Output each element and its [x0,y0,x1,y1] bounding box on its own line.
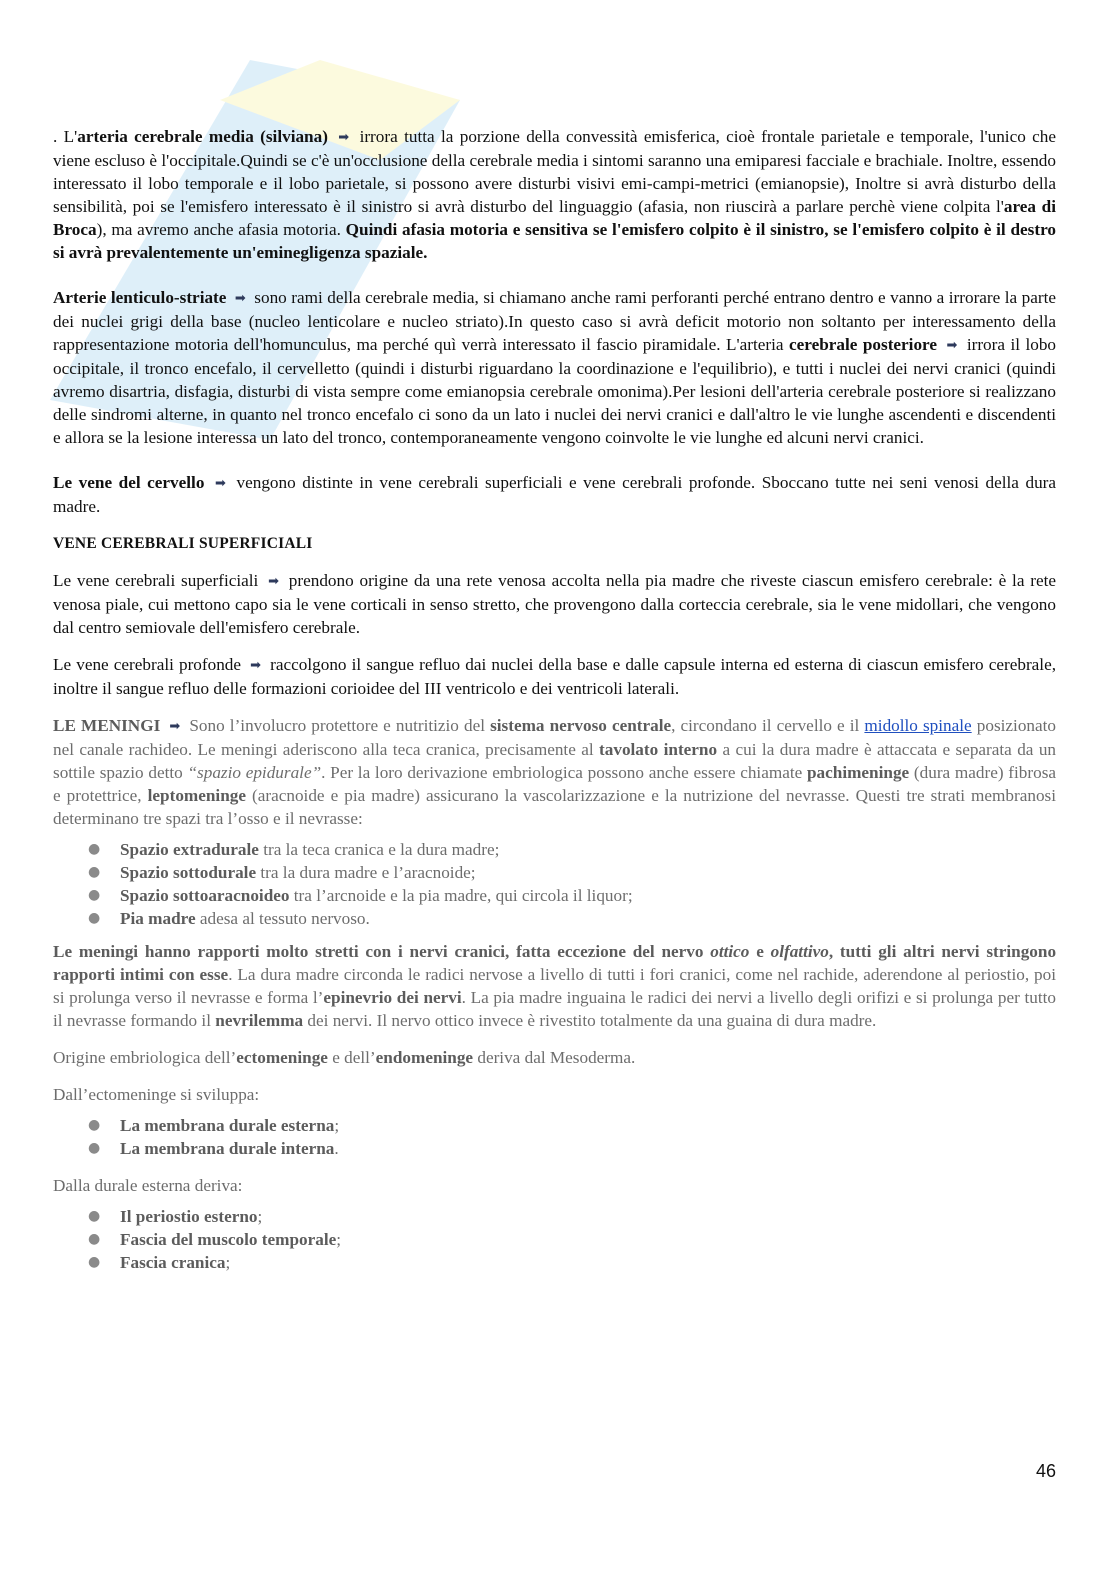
list-item: ● Pia madre adesa al tessuto nervoso. [88,909,370,928]
list-ectomeninge [53,1114,1056,1160]
list-item: ● La membrana durale interna. [88,1139,339,1158]
document-body [53,125,1056,1274]
paragraph-rapporti-nervi-cranici: Le meningi hanno rapporti molto stretti con i nervi cranici, fatta eccezione del nervo ottico e olfattivo, tutti gli altri nervi stringono rapporti intimi con esse. La dura madre circonda le radici nervose a livello di tutti i fori cranici, come nel rachide, aderendone al periostio, poi si prolunga verso il nevrasse e forma l’epinevrio dei nervi. La pia madre inguaina le radici dei nervi a livello degli orifizi e si prolunga per tutto il nevrasse formando il nevrilemma dei nervi. Il nervo ottico invece è rivestito totalmente da una guaina di dura madre. [53,942,1057,1030]
list-item: ● Spazio extradurale tra la teca cranica e la dura madre; [88,840,500,859]
arrow-icon: ➡ [234,291,246,306]
page-number: 46 [1035,1461,1056,1481]
arrow-icon: ➡ [338,130,350,145]
paragraph-ectomeninge: Dall’ectomeninge si sviluppa: [53,1085,260,1104]
bullet-icon: ● [88,841,101,857]
paragraph-durale-esterna: Dalla durale esterna deriva: [53,1176,243,1195]
list-spazi-meningei [53,838,1056,930]
paragraph-arteria-cerebrale-media: . L'arteria cerebrale media (silviana) ➡ irrora tutta la porzione della convessità emisferica, cioè frontale parietale e temporale, l'unico che viene escluso è l'occipitale.Quindi se c'è un'occlusione della cerebrale media i sintomi saranno una emiparesi facciale e brachiale. Inoltre, essendo interessato il lobo temporale e il lobo parietale, si possono avere disturbi visivi emi-campi-metrici (emianopsie), Inoltre si avrà disturbo della sensibilità, poi se l'emisfero interessato è il sinistro si avrà disturbo del linguaggio (afasia, non riuscirà a parlare perchè viene colpita l'area di Broca), ma avremo anche afasia motoria. Quindi afasia motoria e sensitiva se l'emisfero colpito è il sinistro, se l'emisfero colpito è il destro si avrà prevalentemente un'eminegligenza spaziale. [53,127,1056,262]
bullet-icon: ● [88,1231,101,1247]
list-durale-esterna [53,1205,1056,1274]
arrow-icon: ➡ [250,658,262,673]
midollo-spinale-link[interactable]: midollo spinale [864,716,972,735]
paragraph-vene-del-cervello: Le vene del cervello ➡ vengono distinte in vene cerebrali superficiali e vene cerebrali profonde. Sboccano tutte nei seni venosi della dura madre. [53,473,1057,516]
paragraph-vene-superficiali: Le vene cerebrali superficiali ➡ prendono origine da una rete venosa accolta nella pia madre che riveste ciascun emisfero cerebrale: è la rete venosa piale, cui mettono capo sia le vene corticali in senso stretto, che provengono dalla corteccia cerebrale, sia le vene midollari, che vengono dal centro semiovale dell'emisfero cerebrale. [53,571,1056,637]
paragraph-arterie-lenticulo-striate: Arterie lenticulo-striate ➡ sono rami della cerebrale media, si chiamano anche rami perforanti perché entrano dentro e vanno a irrorare la parte dei nuclei grigi della base (nucleo lenticolare e nucleo striato).In questo caso si avrà deficit motorio non soltanto per interessamento della rappresentazione motoria dell'homunculus, ma perché quì verrà interessato il fascio piramidale. L'arteria cerebrale posteriore ➡ irrora il lobo occipitale, il tronco encefalo, il cervelletto (quindi i disturbi riguardano la coordinazione e l'equilibrio), e tutti i nuclei dei nervi cranici (quindi avremo disartria, disfagia, disturbi di vista sempre come emianopsia cerebrale omonima).Per lesioni dell'arteria cerebrale posteriore si realizzano delle sindromi alterne, in quanto nel tronco encefalo ci sono da un lato i nuclei dei nervi cranici e dall'altro le vie lunghe ascendenti e discendenti e allora se la lesione interessa un lato del tronco, contemporaneamente vengono coinvolte le vie lunghe ed alcuni nervi cranici. [53,288,1057,447]
list-item: ● Fascia cranica; [88,1253,231,1272]
paragraph-le-meningi: LE MENINGI ➡ Sono l’involucro protettore e nutritizio del sistema nervoso centrale, circondano il cervello e il midollo spinale posizionato nel canale rachideo. Le meningi aderiscono alla teca cranica, precisamente al tavolato interno a cui la dura madre è attaccata e separata da un sottile spazio detto “spazio epidurale”. Per la loro derivazione embriologica possono anche essere chiamate pachimeninge (dura madre) fibrosa e protettrice, leptomeninge (aracnoide e pia madre) assicurano la vascolarizzazione e la nutrizione del nevrasse. Questi tre strati membranosi determinano tre spazi tra l’osso e il nevrasse: [53,716,1057,828]
bullet-icon: ● [88,1254,101,1270]
list-item: ● La membrana durale esterna; [88,1116,340,1135]
paragraph-vene-profonde: Le vene cerebrali profonde ➡ raccolgono il sangue refluo dai nuclei della base e dalle capsule interna ed esterna di ciascun emisfero cerebrale, inoltre il sangue refluo delle formazioni corioidee del III ventricolo e dei ventricoli laterali. [53,655,1057,698]
list-item: ● Il periostio esterno; [88,1207,263,1226]
list-item: ● Fascia del muscolo temporale; [88,1230,342,1249]
arrow-icon: ➡ [946,338,958,353]
bullet-icon: ● [88,1117,101,1133]
bullet-icon: ● [88,910,101,926]
bullet-icon: ● [88,887,101,903]
paragraph-origine-embriologica: Origine embriologica dell’ectomeninge e dell’endomeninge deriva dal Mesoderma. [53,1048,636,1067]
bullet-icon: ● [88,1208,101,1224]
arrow-icon: ➡ [169,719,181,734]
arrow-icon: ➡ [268,574,280,589]
bullet-icon: ● [88,1140,101,1156]
list-item: ● Spazio sottoaracnoideo tra l’arcnoide e la pia madre, qui circola il liquor; [88,886,633,905]
list-item: ● Spazio sottodurale tra la dura madre e l’aracnoide; [88,863,476,882]
heading-vene-cerebrali-superficiali: VENE CEREBRALI SUPERFICIALI [53,535,313,552]
bullet-icon: ● [88,864,101,880]
arrow-icon: ➡ [215,476,226,491]
